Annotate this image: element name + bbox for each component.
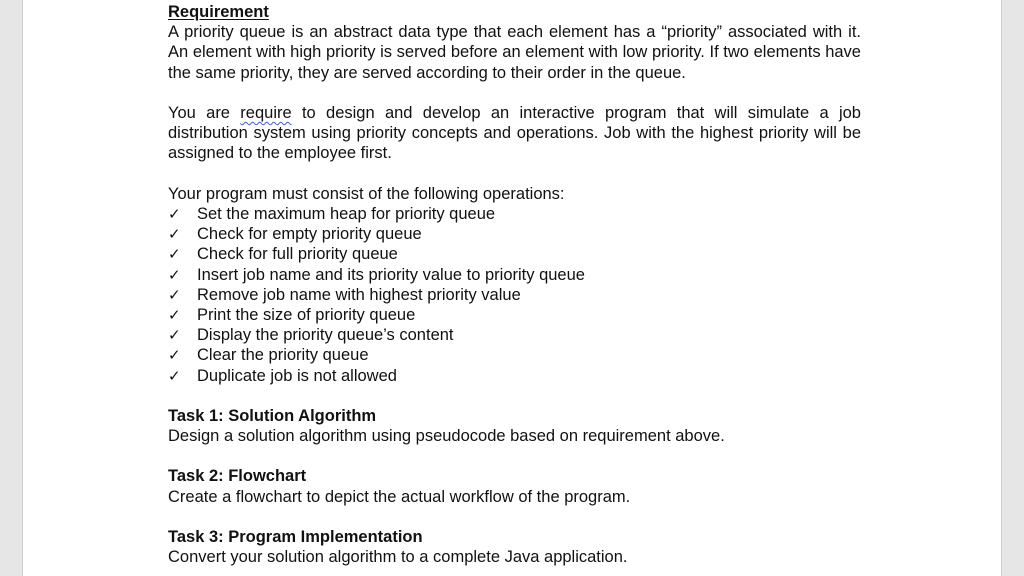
list-item-text: Print the size of priority queue xyxy=(197,305,416,324)
task-3-title: Task 3: Program Implementation xyxy=(168,528,423,547)
list-item-text: Insert job name and its priority value to priority queue xyxy=(197,265,585,284)
spacer xyxy=(168,507,861,527)
requirement-heading: Requirement xyxy=(168,3,269,21)
operations-list xyxy=(168,204,861,386)
list-item xyxy=(168,345,861,365)
checkmark-icon: ✓ xyxy=(168,205,181,223)
list-item-text: Clear the priority queue xyxy=(197,346,369,365)
list-item-text: Display the priority queue’s content xyxy=(197,326,454,345)
spacer xyxy=(168,164,861,184)
checkmark-icon: ✓ xyxy=(168,366,181,385)
list-item-text: Remove job name with highest priority value xyxy=(197,285,521,304)
checkmark-icon: ✓ xyxy=(168,305,181,324)
list-item xyxy=(168,305,861,325)
task-3-description: Convert your solution algorithm to a complete Java application. xyxy=(168,548,628,567)
list-item xyxy=(168,366,861,386)
paragraph-2-text-start: You are xyxy=(168,104,241,122)
requirement-paragraph-2 xyxy=(168,103,861,164)
list-item xyxy=(168,285,861,305)
spacer xyxy=(168,446,861,466)
list-item xyxy=(168,325,861,345)
checkmark-icon: ✓ xyxy=(168,346,181,365)
operations-intro: Your program must consist of the following operations: xyxy=(168,184,565,203)
spelling-flagged-word[interactable]: require xyxy=(240,104,292,122)
list-item xyxy=(168,265,861,285)
task-2-title: Task 2: Flowchart xyxy=(168,467,307,486)
list-item xyxy=(168,244,861,264)
checkmark-icon: ✓ xyxy=(168,265,181,284)
list-item xyxy=(168,224,861,244)
task-1-title: Task 1: Solution Algorithm xyxy=(168,406,377,425)
checkmark-icon: ✓ xyxy=(168,245,181,264)
document-body xyxy=(168,2,861,567)
list-item-text: Check for empty priority queue xyxy=(197,225,422,244)
requirement-paragraph-1: A priority queue is an abstract data type that each element has a “priority” associated with it. An element with high priority is served before an element with low priority. If two elements have the same priority, they are served according to their order in the queue. xyxy=(168,23,861,82)
spacer xyxy=(168,386,861,406)
list-item-text: Duplicate job is not allowed xyxy=(197,366,397,385)
list-item-text: Check for full priority queue xyxy=(197,245,398,264)
list-item-text: Set the maximum heap for priority queue xyxy=(197,205,496,223)
spacer xyxy=(168,83,861,103)
paragraph-2-text-end: to design and develop an interactive program that will simulate a job distribution system using priority concepts and operations. Job with the highest priority will be assigned to the employee first. xyxy=(168,104,861,163)
checkmark-icon: ✓ xyxy=(168,326,181,345)
list-item xyxy=(168,204,861,224)
document-page xyxy=(22,0,1002,576)
task-1-description: Design a solution algorithm using pseudocode based on requirement above. xyxy=(168,427,725,446)
checkmark-icon: ✓ xyxy=(168,225,181,244)
checkmark-icon: ✓ xyxy=(168,285,181,304)
task-2-description: Create a flowchart to depict the actual workflow of the program. xyxy=(168,487,631,506)
